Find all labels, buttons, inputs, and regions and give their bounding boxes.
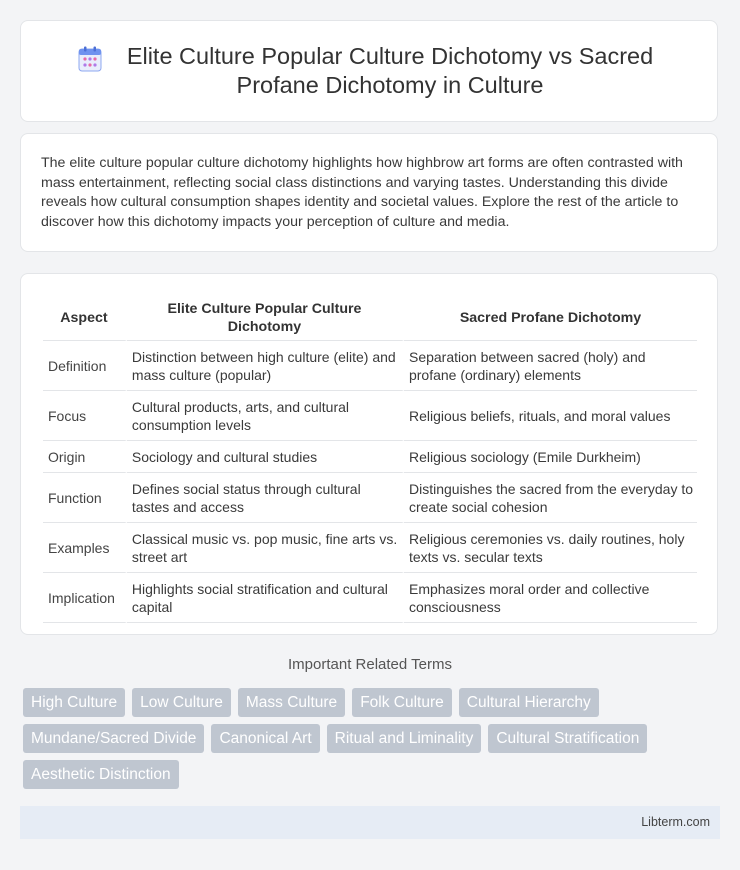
- tag-cultural-hierarchy[interactable]: Cultural Hierarchy: [459, 688, 599, 717]
- table-row: [43, 441, 697, 473]
- row-aspect: Function: [43, 473, 127, 523]
- row-sacred-profane: Emphasizes moral order and collective consciousness: [404, 573, 697, 623]
- row-aspect: Origin: [43, 441, 127, 473]
- header-elite-popular: Elite Culture Popular Culture Dichotomy: [127, 292, 404, 341]
- tag-high-culture[interactable]: High Culture: [23, 688, 125, 717]
- comparison-table: [43, 292, 697, 623]
- comparison-table-card: [20, 273, 718, 635]
- row-aspect: Definition: [43, 341, 127, 391]
- row-elite-popular: Highlights social stratification and cultural capital: [127, 573, 404, 623]
- row-sacred-profane: Religious ceremonies vs. daily routines, holy texts vs. secular texts: [404, 523, 697, 573]
- tag-mass-culture[interactable]: Mass Culture: [238, 688, 345, 717]
- header-sacred-profane: Sacred Profane Dichotomy: [404, 292, 697, 341]
- row-sacred-profane: Religious beliefs, rituals, and moral values: [404, 391, 697, 441]
- row-elite-popular: Distinction between high culture (elite) and mass culture (popular): [127, 341, 404, 391]
- tag-canonical-art[interactable]: Canonical Art: [211, 724, 319, 753]
- row-aspect: Focus: [43, 391, 127, 441]
- row-elite-popular: Defines social status through cultural tastes and access: [127, 473, 404, 523]
- tag-cultural-stratification[interactable]: Cultural Stratification: [488, 724, 647, 753]
- table-row: [43, 473, 697, 523]
- row-aspect: Implication: [43, 573, 127, 623]
- related-terms-list: [23, 688, 723, 789]
- page-title: Elite Culture Popular Culture Dichotomy vs Sacred Profane Dichotomy in Culture: [126, 43, 654, 98]
- row-sacred-profane: Distinguishes the sacred from the everyday to create social cohesion: [404, 473, 697, 523]
- title-card: [20, 20, 718, 122]
- tag-folk-culture[interactable]: Folk Culture: [352, 688, 452, 717]
- row-aspect: Examples: [43, 523, 127, 573]
- header-aspect: Aspect: [43, 292, 127, 341]
- row-elite-popular: Cultural products, arts, and cultural consumption levels: [127, 391, 404, 441]
- table-row: [43, 573, 697, 623]
- row-sacred-profane: Separation between sacred (holy) and profane (ordinary) elements: [404, 341, 697, 391]
- tag-low-culture[interactable]: Low Culture: [132, 688, 231, 717]
- tag-mundane-sacred-divide[interactable]: Mundane/Sacred Divide: [23, 724, 204, 753]
- table-row: [43, 341, 697, 391]
- tag-aesthetic-distinction[interactable]: Aesthetic Distinction: [23, 760, 179, 789]
- footer-site-link[interactable]: Libterm.com: [641, 815, 710, 829]
- summary-text: The elite culture popular culture dichotomy highlights how highbrow art forms are often contrasted with mass entertainment, reflecting social class distinctions and varying tastes. Understanding this divide reveals how cultural consumption shapes identity and societal values. Explore the rest of the article to discover how this dichotomy impacts your perception of culture and media.: [41, 155, 683, 230]
- row-elite-popular: Sociology and cultural studies: [127, 441, 404, 473]
- summary-card: [20, 133, 718, 252]
- table-header-row: [43, 292, 697, 341]
- tag-ritual-and-liminality[interactable]: Ritual and Liminality: [327, 724, 482, 753]
- calendar-icon: [78, 46, 102, 72]
- table-row: [43, 523, 697, 573]
- row-sacred-profane: Religious sociology (Emile Durkheim): [404, 441, 697, 473]
- related-terms-title: Important Related Terms: [288, 656, 452, 673]
- footer: [20, 806, 720, 839]
- table-row: [43, 391, 697, 441]
- row-elite-popular: Classical music vs. pop music, fine arts vs. street art: [127, 523, 404, 573]
